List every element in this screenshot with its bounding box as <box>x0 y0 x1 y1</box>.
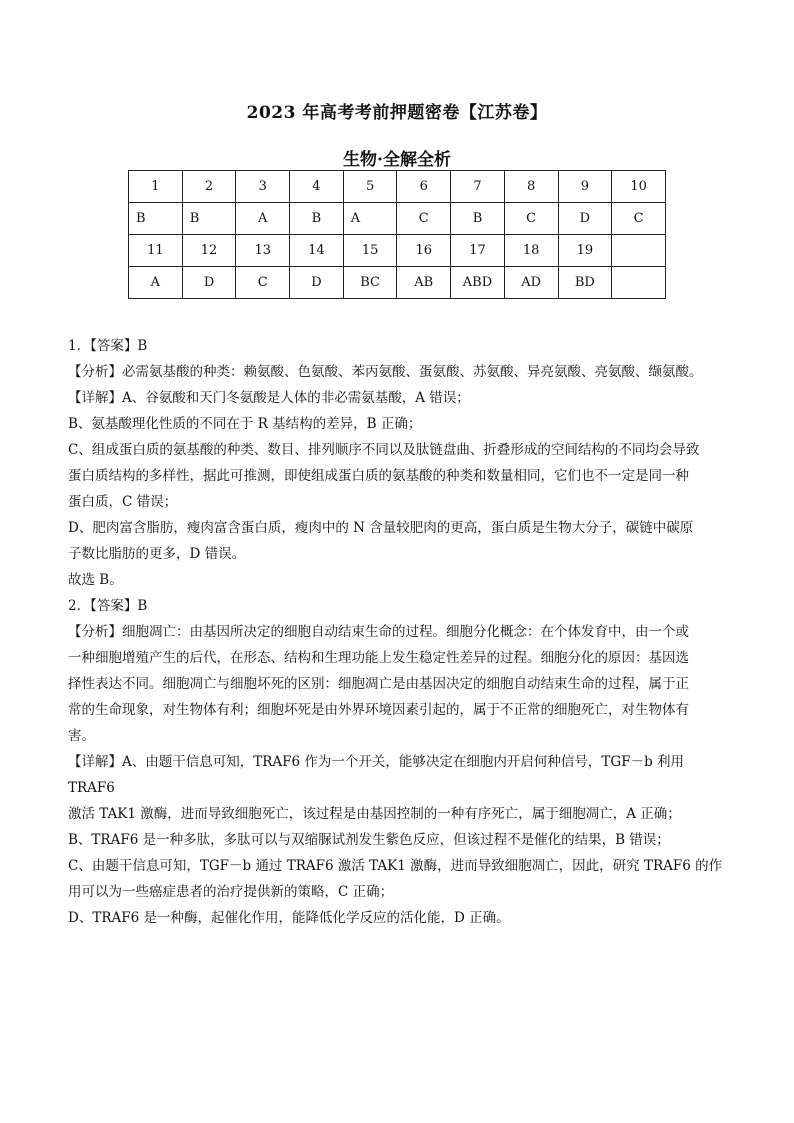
table-cell: ABD <box>451 267 505 299</box>
table-cell: A <box>343 203 397 235</box>
table-cell: BC <box>343 267 397 299</box>
q2-analysis-line: 一种细胞增殖产生的后代，在形态、结构和生理功能上发生稳定性差异的过程。细胞分化的原因：基因选 <box>68 650 689 666</box>
q1-detail-line: 蛋白质结构的多样性，据此可推测，即使组成蛋白质的氨基酸的种类和数量相同，它们也不一定是同一种 <box>68 468 689 484</box>
q1-answer-line: 1．【答案】B <box>68 338 148 354</box>
table-cell: 19 <box>558 235 612 267</box>
table-row <box>129 203 666 235</box>
table-cell: 7 <box>451 171 505 203</box>
q1-analysis-line: 【分析】必需氨基酸的种类：赖氨酸、色氨酸、苯丙氨酸、蛋氨酸、苏氨酸、异亮氨酸、亮氨酸、缬氨酸。 <box>68 364 703 380</box>
q2-detail-line: B、TRAF6 是一种多肽，多肽可以与双缩脲试剂发生紫色反应，但该过程不是催化的结果，B 错误； <box>68 832 670 848</box>
table-cell <box>612 267 666 299</box>
q2-detail-line: 用可以为一些癌症患者的治疗提供新的策略，C 正确； <box>68 884 394 900</box>
q1-detail-line: B、氨基酸理化性质的不同在于 R 基结构的差异，B 正确； <box>68 416 422 432</box>
q2-analysis-line: 【分析】细胞凋亡：由基因所决定的细胞自动结束生命的过程。细胞分化概念：在个体发育中，由一个或 <box>68 624 689 640</box>
table-cell <box>612 235 666 267</box>
table-cell: D <box>182 267 236 299</box>
table-cell: 13 <box>236 235 290 267</box>
table-cell: 17 <box>451 235 505 267</box>
q2-detail-line: 激活 TAK1 激酶，进而导致细胞死亡，该过程是由基因控制的一种有序死亡，属于细胞凋亡，A 正确； <box>68 806 681 822</box>
q2-answer-line: 2．【答案】B <box>68 598 148 614</box>
q1-detail-line: 子数比脂肪的更多，D 错误。 <box>68 546 246 562</box>
table-cell: 12 <box>182 235 236 267</box>
table-cell: 14 <box>290 235 344 267</box>
table-cell: AD <box>504 267 558 299</box>
table-row <box>129 235 666 267</box>
table-cell: B <box>290 203 344 235</box>
table-cell: A <box>236 203 290 235</box>
table-cell: 4 <box>290 171 344 203</box>
table-cell: 2 <box>182 171 236 203</box>
document-subtitle: 生物·全解全析 <box>343 150 451 170</box>
answer-table <box>128 170 666 299</box>
table-cell: C <box>504 203 558 235</box>
table-cell: 16 <box>397 235 451 267</box>
table-cell: 6 <box>397 171 451 203</box>
q1-detail-line: D、肥肉富含脂肪，瘦肉富含蛋白质，瘦肉中的 N 含量较肥肉的更高，蛋白质是生物大分子，碳链中碳原 <box>68 520 694 536</box>
table-cell: 18 <box>504 235 558 267</box>
q2-analysis-line: 常的生命现象，对生物体有利；细胞坏死是由外界环境因素引起的，属于不正常的细胞死亡，对生物体有 <box>68 702 689 718</box>
document-title: 2023 年高考考前押题密卷【江苏卷】 <box>246 103 548 123</box>
table-cell: C <box>236 267 290 299</box>
table-cell: BD <box>558 267 612 299</box>
table-cell: D <box>558 203 612 235</box>
table-cell: 5 <box>343 171 397 203</box>
table-row <box>129 267 666 299</box>
answer-explanations <box>68 333 730 931</box>
q2-analysis-line: 择性表达不同。细胞凋亡与细胞坏死的区别：细胞凋亡是由基因决定的细胞自动结束生命的过程，属于正 <box>68 676 689 692</box>
table-cell: 10 <box>612 171 666 203</box>
table-cell: B <box>129 203 183 235</box>
q2-detail-line: C、由题干信息可知，TGF－b 通过 TRAF6 激活 TAK1 激酶，进而导致细胞凋亡，因此，研究 TRAF6 的作 <box>68 858 723 874</box>
table-cell: B <box>182 203 236 235</box>
table-cell: AB <box>397 267 451 299</box>
q2-analysis-line: 害。 <box>68 728 95 744</box>
table-row <box>129 171 666 203</box>
table-cell: C <box>612 203 666 235</box>
q1-detail-line: 【详解】A、谷氨酸和天门冬氨酸是人体的非必需氨基酸，A 错误； <box>68 390 470 406</box>
table-cell: 8 <box>504 171 558 203</box>
q2-detail-line: D、TRAF6 是一种酶，起催化作用，能降低化学反应的活化能，D 正确。 <box>68 910 510 926</box>
q2-detail-line: 【详解】A、由题干信息可知，TRAF6 作为一个开关，能够决定在细胞内开启何种信号，TGF－b 利用 TRAF6 <box>68 754 685 796</box>
table-cell: 1 <box>129 171 183 203</box>
table-cell: 3 <box>236 171 290 203</box>
table-cell: A <box>129 267 183 299</box>
q1-detail-line: 蛋白质，C 错误； <box>68 494 178 510</box>
q1-conclusion-line: 故选 B。 <box>68 572 123 588</box>
table-cell: 9 <box>558 171 612 203</box>
q1-detail-line: C、组成蛋白质的氨基酸的种类、数目、排列顺序不同以及肽链盘曲、折叠形成的空间结构的不同均会导致 <box>68 442 700 458</box>
table-cell: D <box>290 267 344 299</box>
table-cell: 15 <box>343 235 397 267</box>
table-cell: 11 <box>129 235 183 267</box>
table-cell: C <box>397 203 451 235</box>
table-cell: B <box>451 203 505 235</box>
